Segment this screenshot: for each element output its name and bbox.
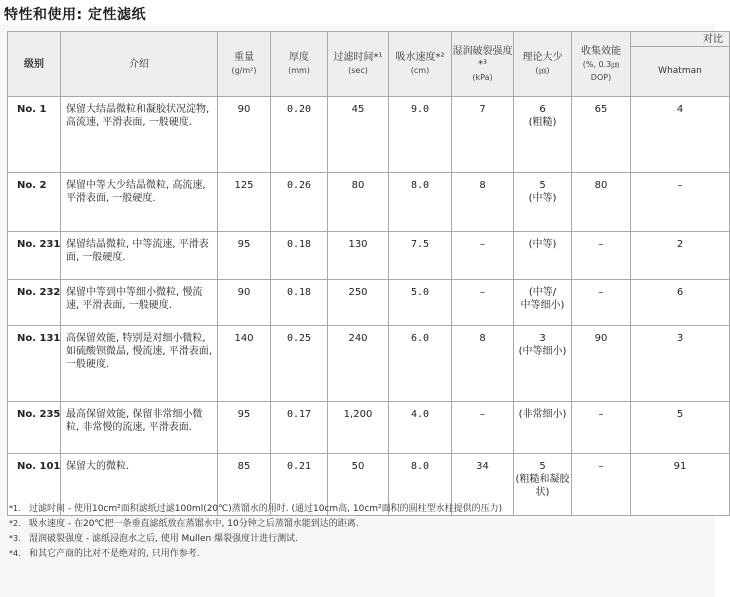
footnote	[9, 531, 502, 546]
header-retention	[514, 32, 572, 97]
footnote	[9, 516, 502, 531]
header-burst-strength	[452, 32, 514, 97]
weight-cell: 140	[218, 326, 271, 402]
thickness-cell: 0.26	[271, 173, 328, 232]
retention-note: (中等细小)	[518, 346, 567, 357]
table-row	[8, 402, 730, 454]
retention-value: (中等/	[528, 287, 557, 298]
absorption-cell: 8.0	[389, 173, 452, 232]
description-cell: 保留大结晶微粒和凝胶状况淀物, 高流速, 平滑表面, 一般硬度.	[61, 97, 218, 173]
header-efficiency-label: 收集效能	[581, 45, 621, 57]
grade-cell: No. 232	[8, 280, 61, 326]
description-cell: 保留中等大少结晶微粒, 高流速, 平滑表面, 一般硬度.	[61, 173, 218, 232]
header-absorption-label: 吸水速度*²	[395, 52, 445, 63]
retention-cell	[514, 454, 572, 516]
retention-value: 6	[539, 104, 546, 115]
filtration-time-cell: 240	[328, 326, 389, 402]
thickness-cell: 0.17	[271, 402, 328, 454]
absorption-cell: 9.0	[389, 97, 452, 173]
efficiency-cell: 90	[572, 326, 631, 402]
description-cell: 高保留效能, 特别是对细小微粒, 如硫酸钡微晶, 慢流速, 平滑表面, 一般硬度.	[61, 326, 218, 402]
whatman-cell: 6	[631, 280, 730, 326]
whatman-cell: 4	[631, 97, 730, 173]
retention-cell	[514, 97, 572, 173]
retention-cell	[514, 280, 572, 326]
filtration-time-cell: 45	[328, 97, 389, 173]
header-whatman: Whatman	[631, 47, 730, 97]
grade-cell: No. 231	[8, 232, 61, 280]
retention-value: (中等)	[528, 239, 557, 250]
table-row	[8, 280, 730, 326]
weight-cell: 90	[218, 280, 271, 326]
footnote-text: 吸水速度 - 在20℃把一条垂直滤纸放在蒸馏水中, 10分钟之后蒸馏水能到达的距离.	[29, 519, 359, 529]
burst-strength-cell: 7	[452, 97, 514, 173]
filtration-time-cell: 1,200	[328, 402, 389, 454]
whatman-cell: 2	[631, 232, 730, 280]
retention-value: 5	[539, 180, 546, 191]
header-grade: 级别	[8, 32, 61, 97]
grade-cell: No. 131	[8, 326, 61, 402]
header-absorption-unit: (cm)	[410, 66, 430, 75]
absorption-cell: 6.0	[389, 326, 452, 402]
absorption-cell: 4.0	[389, 402, 452, 454]
whatman-cell: 3	[631, 326, 730, 402]
whatman-cell: 91	[631, 454, 730, 516]
header-weight-label: 重量	[234, 52, 254, 63]
grade-cell: No. 2	[8, 173, 61, 232]
filtration-time-cell: 130	[328, 232, 389, 280]
footnote-text: 过滤时间 - 使用10cm²面积滤纸过滤100ml(20℃)蒸馏水的用时. (通过10cm高, 10cm²面积的圆柱型水柱提供的压力)	[29, 504, 503, 514]
thickness-cell: 0.18	[271, 280, 328, 326]
efficiency-cell: 80	[572, 173, 631, 232]
grade-cell: No. 101	[8, 454, 61, 516]
retention-value: 3	[539, 333, 546, 344]
absorption-cell: 5.0	[389, 280, 452, 326]
header-filtration-time-unit: (sec)	[348, 66, 368, 75]
footnote-text: 湿润破裂强度 - 滤纸浸泡水之后, 使用 Mullen 爆裂强度计进行测试.	[29, 534, 298, 544]
filtration-time-cell: 50	[328, 454, 389, 516]
header-absorption	[389, 32, 452, 97]
thickness-cell: 0.18	[271, 232, 328, 280]
filtration-time-cell: 80	[328, 173, 389, 232]
footnote-text: 和其它产商的比对不是绝对的, 只用作参考.	[29, 549, 200, 559]
spec-table	[7, 31, 730, 516]
burst-strength-cell: –	[452, 402, 514, 454]
footnote	[9, 546, 502, 561]
retention-cell	[514, 232, 572, 280]
weight-cell: 95	[218, 232, 271, 280]
footnote-mark: *2.	[9, 519, 21, 528]
footnote-mark: *1.	[9, 504, 21, 513]
header-filtration-time	[328, 32, 389, 97]
header-filtration-time-label: 过滤时间*¹	[333, 52, 383, 63]
burst-strength-cell: 8	[452, 173, 514, 232]
grade-cell: No. 1	[8, 97, 61, 173]
description-cell: 保留大的微粒.	[61, 454, 218, 516]
efficiency-cell: –	[572, 402, 631, 454]
weight-cell: 125	[218, 173, 271, 232]
header-description: 介绍	[61, 32, 218, 97]
table-row	[8, 232, 730, 280]
burst-strength-cell: 8	[452, 326, 514, 402]
whatman-cell: –	[631, 173, 730, 232]
retention-note: (粗糙和凝胶状)	[515, 474, 570, 498]
retention-value: (非常细小)	[518, 409, 567, 420]
burst-strength-cell: 34	[452, 454, 514, 516]
header-comparison: 对比	[631, 32, 730, 47]
burst-strength-cell: –	[452, 280, 514, 326]
retention-cell	[514, 402, 572, 454]
header-efficiency-unit: (%, 0.3㎛ DOP)	[582, 59, 620, 82]
efficiency-cell: –	[572, 454, 631, 516]
footnote-mark: *3.	[9, 534, 21, 543]
absorption-cell: 8.0	[389, 454, 452, 516]
table-row	[8, 173, 730, 232]
header-weight	[218, 32, 271, 97]
retention-note: (粗糙)	[528, 117, 557, 128]
header-retention-unit: (㎛)	[535, 66, 550, 75]
description-cell: 保留结晶微粒, 中等流速, 平滑表面, 一般硬度.	[61, 232, 218, 280]
header-thickness	[271, 32, 328, 97]
description-cell: 最高保留效能, 保留非常细小微粒, 非常慢的流速, 平滑表面.	[61, 402, 218, 454]
header-thickness-unit: (mm)	[288, 66, 310, 75]
weight-cell: 85	[218, 454, 271, 516]
grade-cell: No. 235	[8, 402, 61, 454]
description-cell: 保留中等到中等细小微粒, 慢流速, 平滑表面, 一般硬度.	[61, 280, 218, 326]
footnotes	[9, 501, 502, 561]
retention-note: 中等细小)	[520, 300, 565, 311]
retention-note: (中等)	[528, 193, 557, 204]
header-efficiency	[572, 32, 631, 97]
absorption-cell: 7.5	[389, 232, 452, 280]
efficiency-cell: –	[572, 232, 631, 280]
retention-cell	[514, 173, 572, 232]
weight-cell: 95	[218, 402, 271, 454]
header-weight-unit: (g/m²)	[231, 66, 257, 75]
thickness-cell: 0.21	[271, 454, 328, 516]
filtration-time-cell: 250	[328, 280, 389, 326]
thickness-cell: 0.25	[271, 326, 328, 402]
page-title: 特性和使用: 定性滤纸	[4, 7, 146, 23]
header-retention-label: 理论大少	[522, 52, 563, 63]
efficiency-cell: 65	[572, 97, 631, 173]
header-burst-strength-label: 湿润破裂强度*³	[452, 45, 513, 70]
table-row	[8, 97, 730, 173]
header-thickness-label: 厚度	[289, 52, 309, 63]
efficiency-cell: –	[572, 280, 631, 326]
retention-value: 5	[539, 461, 546, 472]
header-burst-strength-unit: (kPa)	[472, 72, 493, 82]
burst-strength-cell: –	[452, 232, 514, 280]
table-row	[8, 326, 730, 402]
whatman-cell: 5	[631, 402, 730, 454]
weight-cell: 90	[218, 97, 271, 173]
retention-cell	[514, 326, 572, 402]
footnote-mark: *4.	[9, 549, 21, 558]
thickness-cell: 0.20	[271, 97, 328, 173]
footnote	[9, 501, 502, 516]
